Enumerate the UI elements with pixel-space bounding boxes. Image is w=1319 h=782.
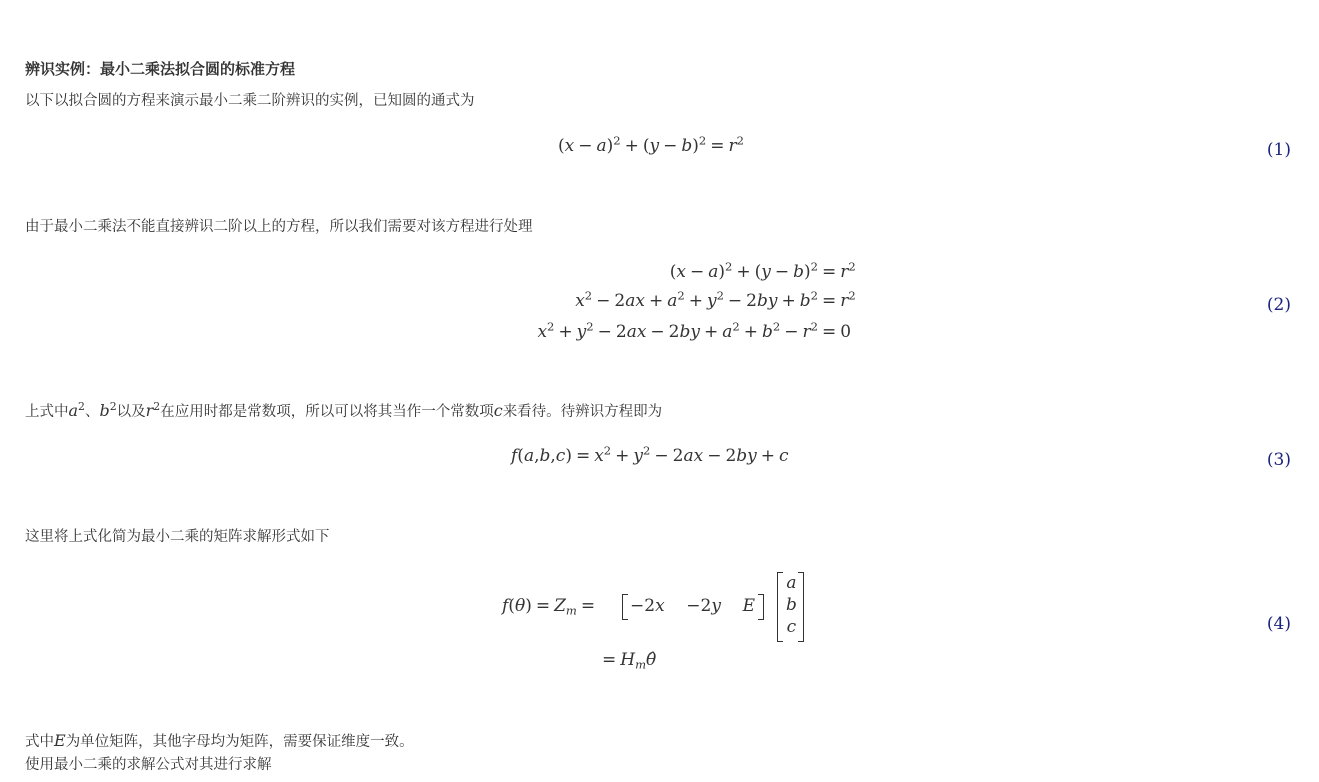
equation-tag-3: (3) [1266,450,1291,470]
inline-math-b-squared: $b^2$ [99,400,117,420]
equation-matrix-result: = $H_m\thetâ$ [602,650,657,672]
inline-math-r-squared: $r^2$ [145,400,161,420]
column-vector-left-bracket [777,572,783,642]
paragraph-matrix-form: 这里将上式化简为最小二乘的矩阵求解形式如下 [25,529,330,545]
inline-math-c: c [493,401,503,420]
section-heading: 辨识实例：最小二乘法拟合圆的标准方程 [25,60,296,78]
paragraph-identity-text-a: 式中 [25,734,54,750]
paragraph-identity-text-b: 为单位矩阵，其他字母均为矩阵，需要保证维度一致。 [65,734,414,750]
paragraph-constants-text-b: 、 [84,404,100,420]
equation-aligned-row-3: $x^2 + y^2 - 2ax - 2by + a^2 + b^2 - r^2$ = 0 [537,319,852,342]
row-vector-left-bracket [622,594,628,620]
equation-tag-4: (4) [1266,614,1291,634]
inline-math-a-squared: $a^2$ [68,400,85,420]
equation-aligned-row-1: $(x - a)^2 + (y - b)^2$ = $r^2$ [669,259,856,282]
paragraph-solve: 使用最小二乘的求解公式对其进行求解 [25,757,272,773]
equation-matrix-lhs: $f(\theta) = Z_m$ = [502,596,596,618]
equation-target: $f(a,b,c) = x^2 + y^2 - 2ax - 2by + c$ [511,443,789,466]
equation-tag-2: (2) [1266,295,1291,315]
paragraph-constants-text-a: 上式中 [25,404,69,420]
paragraph-constants-text-c: 以及 [116,404,146,420]
inline-math-E: E [54,731,66,750]
column-vector-right-bracket [798,572,804,642]
column-vector-entries: a b c [786,573,797,637]
row-vector-entries: −2x −2y E [630,596,755,616]
paragraph-constants [25,400,662,423]
equation-aligned-row-2: $x^2 - 2ax + a^2 + y^2 - 2by + b^2$ = $r^2$ [575,288,856,311]
paragraph-constants-text-e: 来看待。待辨识方程即为 [502,404,663,420]
paragraph-identity-note [25,730,414,753]
paragraph-constants-text-d: 在应用时都是常数项，所以可以将其当作一个常数项 [160,404,494,420]
equation-tag-1: (1) [1266,140,1291,160]
paragraph-intro: 以下以拟合圆的方程来演示最小二乘二阶辨识的实例，已知圆的通式为 [25,93,475,109]
equation-circle-general: $(x - a)^2 + (y - b)^2 = r^2$ [558,133,745,156]
row-vector-right-bracket [758,594,764,620]
paragraph-processing: 由于最小二乘法不能直接辨识二阶以上的方程，所以我们需要对该方程进行处理 [25,219,533,235]
